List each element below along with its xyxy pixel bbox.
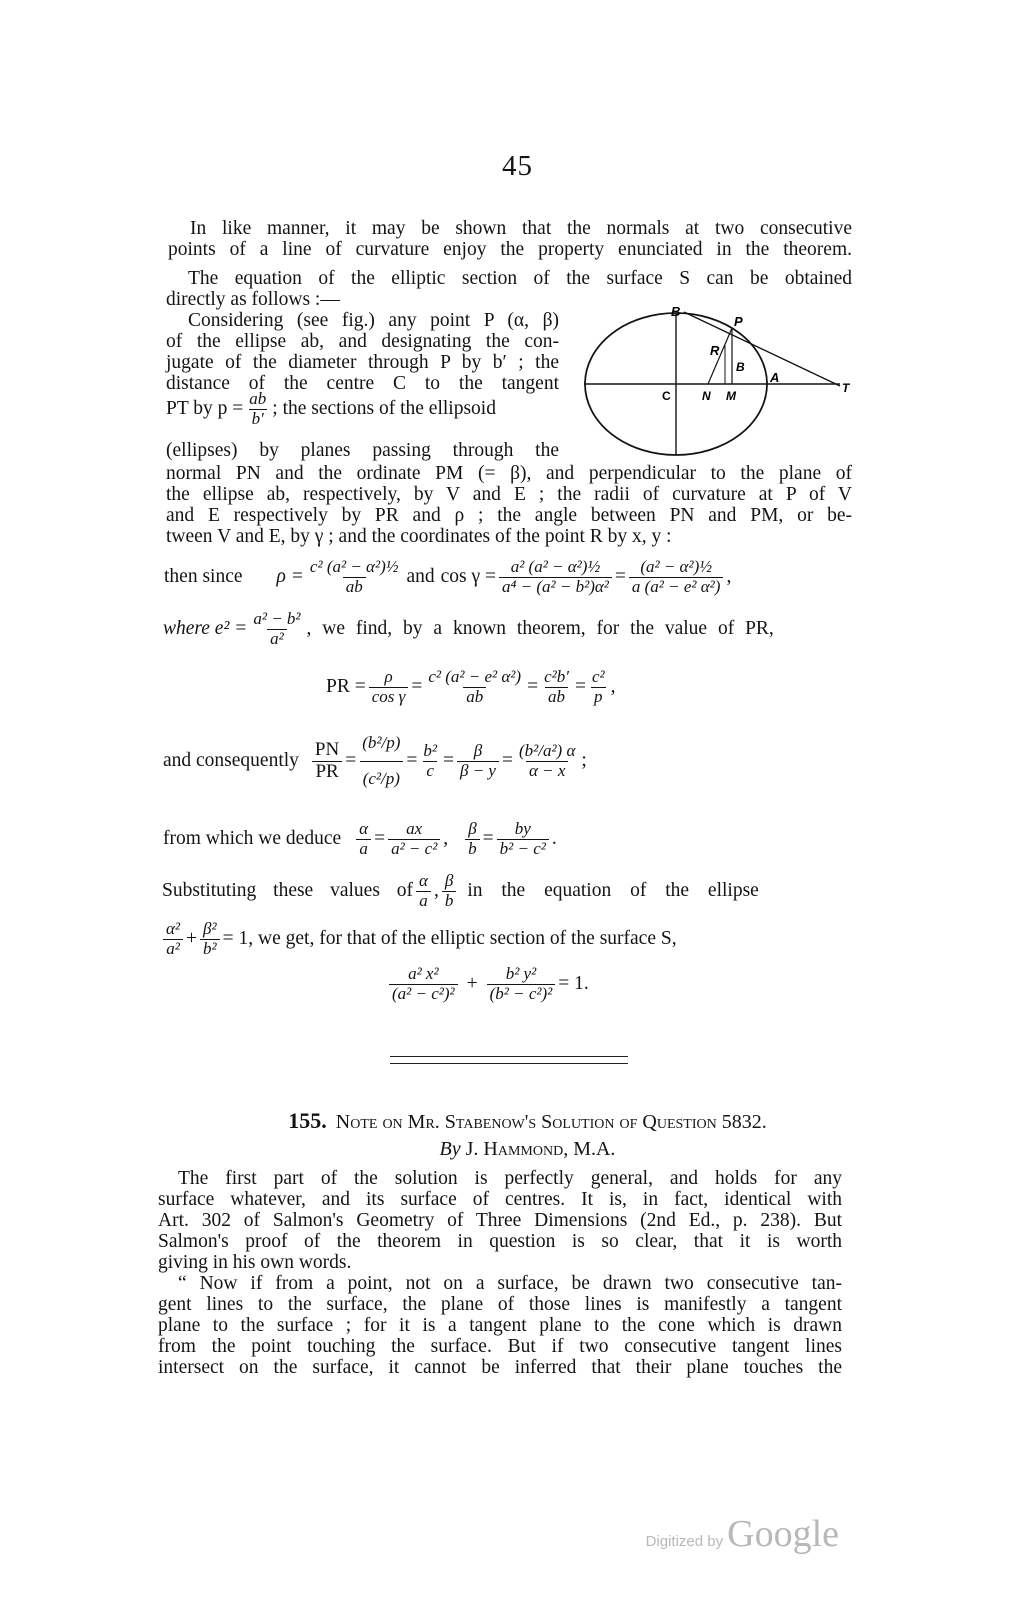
eq4-lead: and consequently xyxy=(163,750,299,772)
equation-7 xyxy=(160,920,677,958)
eq5-frac2 xyxy=(388,820,440,858)
equation-6 xyxy=(162,872,850,910)
text-line: Salmon's proof of the theorem in question is so clear, that it is worth xyxy=(158,1231,842,1252)
text-line: the ellipse ab, respectively, by V and E ; the radii of curvature at P of V xyxy=(166,484,852,505)
note-heading xyxy=(10,1108,1035,1134)
eq1-frac3 xyxy=(629,558,724,596)
eq2-num: a² − b² xyxy=(253,609,301,628)
eq7-text: = 1, we get, for that of the elliptic section of the surface S, xyxy=(222,928,677,950)
label-P: P xyxy=(734,314,743,329)
eq7-frac1 xyxy=(163,920,183,958)
label-B: B xyxy=(671,304,681,319)
watermark-prefix: Digitized by xyxy=(645,1533,724,1550)
eq7-f1-num: α² xyxy=(166,919,181,938)
note-title: Note on Mr. Stabenow's Solution of Question 5832. xyxy=(335,1111,767,1133)
eq1-tail: , xyxy=(726,566,732,588)
eq1-f2-den: a⁴ − (a² − b²)α² xyxy=(499,577,612,597)
eq3-eq: = xyxy=(574,676,586,698)
eq4-f2-num: b² xyxy=(423,741,437,760)
eq5-tail: . xyxy=(551,828,557,850)
eq5-sep: , xyxy=(443,828,449,850)
eq4-eq: = xyxy=(406,750,418,772)
eq3-frac3 xyxy=(541,668,572,706)
eq5-f1-num: α xyxy=(359,819,369,838)
label-T: T xyxy=(842,381,850,395)
eq8-f2-num: b² y² xyxy=(505,964,537,983)
section-divider xyxy=(390,1056,628,1064)
text-line: and E respectively by PR and ρ ; the angle between PN and PM, or be- xyxy=(166,505,852,526)
text-line: The first part of the solution is perfectly general, and holds for any xyxy=(178,1168,842,1189)
pt-den: b′ xyxy=(249,409,267,429)
eq6-lead: Substituting these values of xyxy=(162,880,414,902)
eq6-f1-num: α xyxy=(419,871,428,890)
text-line: normal PN and the ordinate PM (= β), and perpendicular to the plane of xyxy=(166,463,852,484)
eq3-eq: = xyxy=(527,676,539,698)
text-line: surface whatever, and its surface of centres. It is, in fact, identical with xyxy=(158,1189,842,1210)
eq4-eq: = xyxy=(442,750,454,772)
eq1-rho: ρ = xyxy=(276,566,304,588)
eq4-big-den: (c²/p) xyxy=(360,761,403,803)
ellipse-figure xyxy=(584,304,854,464)
eq3-tail: , xyxy=(610,676,616,698)
eq1-cos: cos γ = xyxy=(440,566,496,588)
eq3-eq: = xyxy=(411,676,423,698)
tangent-line xyxy=(684,312,840,386)
text-line: gent lines to the surface, the plane of those lines is manifestly a tangent xyxy=(158,1294,842,1315)
text-line: “ Now if from a point, not on a surface, be drawn two consecutive tan- xyxy=(178,1273,842,1294)
eq1-lead: then since xyxy=(164,566,243,588)
label-beta: B xyxy=(736,360,745,374)
pt-line xyxy=(166,390,496,428)
eq6-f2-den: b xyxy=(442,891,457,911)
eq4-lhs-den: PR xyxy=(312,761,341,783)
eq8-f1-den: (a² − c²)² xyxy=(389,984,458,1004)
eq4-f4-num: (b²/a²) α xyxy=(518,741,576,760)
eq5-frac4 xyxy=(497,820,549,858)
equation-3 xyxy=(326,668,615,706)
eq3-frac2 xyxy=(425,668,524,706)
equation-2 xyxy=(163,610,774,648)
equation-8 xyxy=(386,965,589,1003)
eq4-f3-num: β xyxy=(473,741,483,760)
paragraph-3-left xyxy=(166,310,559,394)
eq4-frac3 xyxy=(457,742,499,780)
eq1-and: and xyxy=(406,566,435,588)
text-line: The equation of the elliptic section of the surface S can be obtained xyxy=(188,268,852,289)
eq4-frac4 xyxy=(516,742,578,780)
pt-fraction xyxy=(246,390,269,428)
paragraph-3-full xyxy=(166,463,852,547)
eq4-eq: = xyxy=(501,750,513,772)
google-watermark xyxy=(646,1512,839,1556)
byline-name: J. Hammond, M.A. xyxy=(465,1138,616,1160)
eq3-f4-den: p xyxy=(591,687,606,707)
eq6-sep: , xyxy=(433,880,439,902)
text-line: intersect on the surface, it cannot be inferred that their plane touches the xyxy=(158,1357,842,1378)
eq2-den: a² xyxy=(267,629,287,649)
eq3-f1-num: ρ xyxy=(384,667,393,686)
pt-prefix: PT by p = xyxy=(166,398,244,420)
eq5-f1-den: a xyxy=(356,839,371,859)
eq5-f3-den: b xyxy=(465,839,480,859)
eq7-f1-den: a² xyxy=(163,939,183,959)
eq8-plus: + xyxy=(466,973,478,995)
eq7-plus: + xyxy=(186,928,198,950)
text-line: directly as follows :— xyxy=(166,289,340,310)
google-logo: Google xyxy=(727,1513,839,1555)
eq4-tail: ; xyxy=(581,750,587,772)
note-byline xyxy=(10,1138,1035,1161)
eq8-rhs: = 1. xyxy=(558,973,589,995)
eq5-f4-den: b² − c² xyxy=(497,839,549,859)
eq6-text: in the equation of the ellipse xyxy=(467,880,759,902)
text-line: distance of the centre C to the tangent xyxy=(166,373,559,394)
label-N: N xyxy=(702,389,711,403)
eq7-f2-den: b² xyxy=(200,939,220,959)
eq1-f2-num: a² (a² − α²)½ xyxy=(510,557,601,576)
label-R: R xyxy=(710,343,720,358)
eq4-eq: = xyxy=(345,750,357,772)
eq6-frac1 xyxy=(416,872,431,910)
eq3-f2-den: ab xyxy=(463,687,486,707)
eq1-f1-den: ab xyxy=(343,577,366,597)
equation-1 xyxy=(164,558,731,596)
paragraph-5 xyxy=(158,1273,842,1378)
pt-suffix: ; the sections of the ellipsoid xyxy=(272,398,496,420)
eq1-eq: = xyxy=(614,566,626,588)
text-line: of the ellipse ab, and designating the con- xyxy=(166,331,559,352)
eq8-f1-num: a² x² xyxy=(408,964,439,983)
eq7-f2-num: β² xyxy=(203,919,217,938)
eq4-big-num: (b²/p) xyxy=(362,733,401,752)
eq8-frac1 xyxy=(389,965,458,1003)
eq4-lhs-num: PN xyxy=(314,738,340,760)
equation-5 xyxy=(163,820,557,858)
eq2-text: , we find, by a known theorem, for the value of PR, xyxy=(306,618,774,640)
eq5-frac1 xyxy=(356,820,371,858)
eq5-f2-num: ax xyxy=(406,819,423,838)
eq3-f4-num: c² xyxy=(591,667,605,686)
eq3-f3-num: c²b′ xyxy=(544,667,569,686)
text-line: (ellipses) by planes passing through the xyxy=(166,440,559,461)
eq1-frac2 xyxy=(499,558,612,596)
text-line: giving in his own words. xyxy=(158,1252,352,1273)
page-number: 45 xyxy=(502,150,533,182)
eq8-f2-den: (b² − c²)² xyxy=(487,984,556,1004)
eq3-f2-num: c² (a² − e² α²) xyxy=(428,667,522,686)
eq4-lhs xyxy=(312,740,342,783)
text-line: jugate of the diameter through P by b′ ; the xyxy=(166,352,559,373)
eq4-bigfrac xyxy=(359,720,403,802)
eq1-f1-num: c² (a² − α²)½ xyxy=(309,557,399,576)
eq5-lead: from which we deduce xyxy=(163,828,342,850)
eq5-eq: = xyxy=(482,828,494,850)
eq3-f3-den: ab xyxy=(545,687,568,707)
text-line: from the point touching the surface. But if two consecutive tangent lines xyxy=(158,1336,842,1357)
eq5-eq: = xyxy=(374,828,386,850)
eq6-f2-num: β xyxy=(444,871,454,890)
paragraph-1 xyxy=(168,218,852,260)
eq1-f3-num: (a² − α²)½ xyxy=(640,557,712,576)
text-line: plane to the surface ; for it is a tangent plane to the cone which is drawn xyxy=(158,1315,842,1336)
eq8-frac2 xyxy=(487,965,556,1003)
eq4-f2-den: c xyxy=(423,761,437,781)
eq6-frac2 xyxy=(442,872,457,910)
eq4-f3-den: β − y xyxy=(457,761,499,781)
eq1-frac1 xyxy=(307,558,402,596)
label-M: M xyxy=(726,389,736,403)
note-number: 155. xyxy=(288,1108,327,1133)
label-A: A xyxy=(770,370,780,385)
text-line: In like manner, it may be shown that the normals at two consecutive xyxy=(190,218,852,239)
text-line: Art. 302 of Salmon's Geometry of Three Dimensions (2nd Ed., p. 238). But xyxy=(158,1210,842,1231)
equation-4 xyxy=(163,720,587,802)
paragraph-4 xyxy=(158,1168,842,1273)
eq5-f2-den: a² − c² xyxy=(388,839,440,859)
eq6-f1-den: a xyxy=(416,891,431,911)
text-line: tween V and E, by γ ; and the coordinates of the point R by x, y : xyxy=(166,526,672,547)
eq4-frac2 xyxy=(420,742,440,780)
eq2-lead: where e² = xyxy=(163,618,248,640)
eq3-f1-den: cos γ xyxy=(369,687,409,707)
text-line: Considering (see fig.) any point P (α, β) xyxy=(188,310,559,331)
eq3-frac4 xyxy=(589,668,608,706)
eq5-f4-num: by xyxy=(514,819,531,838)
eq5-frac3 xyxy=(465,820,480,858)
eq4-f4-den: α − x xyxy=(526,761,568,781)
text-line: points of a line of curvature enjoy the property enunciated in the theorem. xyxy=(168,239,852,260)
eq3-lhs: PR = xyxy=(326,676,366,698)
eq3-frac1 xyxy=(369,668,409,706)
eq1-f3-den: a (a² − e² α²) xyxy=(629,577,724,597)
pt-num: ab xyxy=(249,389,267,408)
paragraph-3-line6 xyxy=(166,440,559,461)
label-C: C xyxy=(662,389,671,403)
eq2-frac xyxy=(250,610,303,648)
eq5-f3-num: β xyxy=(468,819,477,838)
eq7-frac2 xyxy=(200,920,220,958)
byline-by: By xyxy=(439,1138,461,1160)
